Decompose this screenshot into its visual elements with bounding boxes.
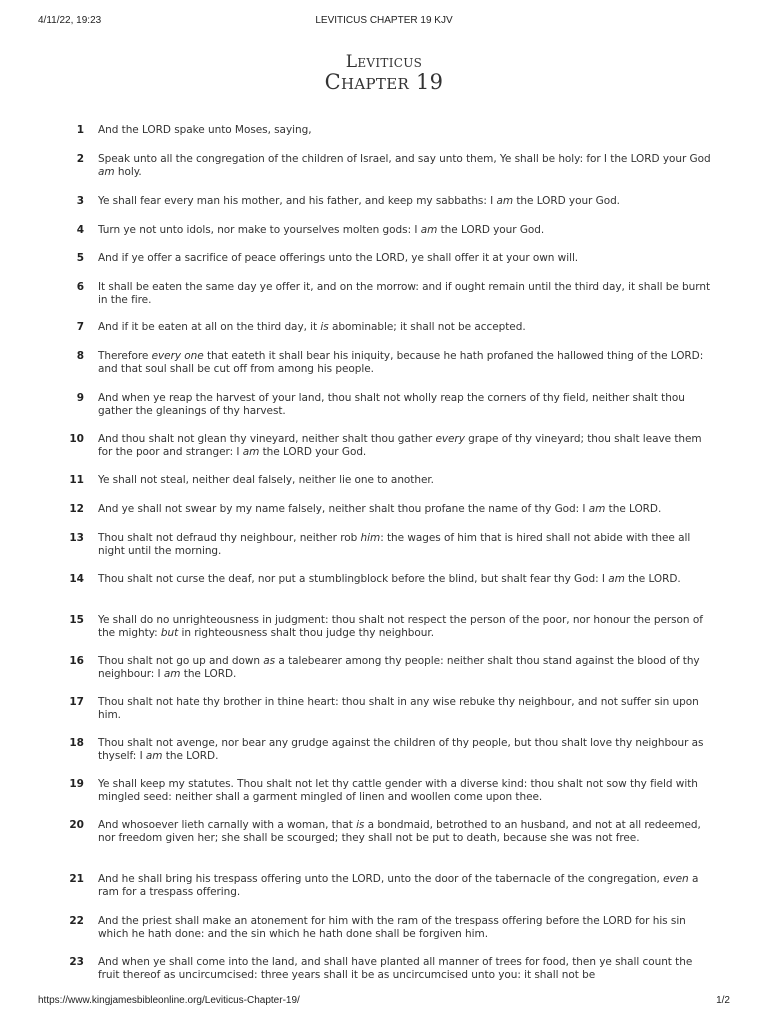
verse-number: 22 <box>69 915 84 927</box>
verse-number: 10 <box>69 433 84 445</box>
print-title: LEVITICUS CHAPTER 19 KJV <box>315 15 453 26</box>
verse-text-segment: Thou shalt not defraud thy neighbour, neither rob <box>98 532 361 544</box>
verse-text-segment: And when ye shall come into the land, and shall have planted all manner of trees for food, then ye shall count the fruit thereof as uncircumcised: three years shall it be as uncircumcised unto you: it shall not be <box>98 956 693 981</box>
verse-number: 17 <box>69 696 84 708</box>
verse-text-segment: Thou shalt not avenge, nor bear any grudge against the children of thy people, but thou shalt love thy neighbour as thyself: I <box>98 737 704 762</box>
verse-text-segment: the LORD. <box>624 573 681 585</box>
verse-text-italic: as <box>263 655 276 667</box>
page-number: 1/2 <box>716 995 730 1006</box>
verse-text <box>98 153 714 178</box>
verse-text-italic: even <box>663 873 689 885</box>
verse-number: 21 <box>69 873 84 885</box>
verse-text-italic: every one <box>151 350 204 362</box>
verse-text <box>98 696 714 721</box>
verse-text-segment: in righteousness shalt thou judge thy neighbour. <box>178 626 434 639</box>
verse-number: 4 <box>76 224 84 236</box>
verse-text-italic: am <box>242 445 260 458</box>
verse-text-segment: the LORD your God. <box>259 445 367 458</box>
verse-text <box>98 819 714 844</box>
verse-text-segment: Ye shall keep my statutes. Thou shalt not let thy cattle gender with a diverse kind: thou shalt not sow thy field with mingled seed: neither shall a garment mingled of linen and woollen come upon thee. <box>98 778 698 803</box>
verse-text-segment: Thou shalt not go up and down <box>98 655 264 667</box>
verse-text <box>98 503 714 516</box>
verse-number: 1 <box>76 124 84 136</box>
verse-text-segment: Turn ye not unto idols, nor make to yourselves molten gods: I <box>98 224 421 236</box>
verse-number: 12 <box>69 503 84 515</box>
verse-text-segment: And he shall bring his trespass offering unto the LORD, unto the door of the tabernacle of the congregation, <box>98 873 664 885</box>
verse-number: 20 <box>69 819 84 831</box>
verse-text-segment: holy. <box>114 165 142 178</box>
verse-text-italic: every <box>435 433 465 445</box>
verse-number: 13 <box>69 532 84 544</box>
verse-text-italic: am <box>588 503 606 515</box>
verse-number: 18 <box>69 737 84 749</box>
chapter-title: Chapter 19 <box>324 70 444 94</box>
verse-text <box>98 195 714 208</box>
verse-text-segment: that eateth it shall bear his iniquity, because he hath profaned the hallowed thing of the LORD: and that soul shall be cut off from among his people. <box>98 350 704 375</box>
verse-text <box>98 956 714 981</box>
verse-text <box>98 915 714 940</box>
verse-number: 5 <box>76 252 84 264</box>
verse-text-segment: Ye shall do no unrighteousness in judgment: thou shalt not respect the person of the poor, nor honour the person of the mighty: <box>98 614 703 639</box>
verse-text-italic: is <box>320 321 329 333</box>
verse-text <box>98 614 714 639</box>
verse-text-segment: And thou shalt not glean thy vineyard, neither shalt thou gather <box>98 433 436 445</box>
verse-number: 2 <box>76 153 84 165</box>
verse-text <box>98 350 714 375</box>
verse-text <box>98 321 714 334</box>
verse-text-segment: And the LORD spake unto Moses, saying, <box>98 124 312 136</box>
verse-text-italic: am <box>145 749 163 762</box>
verse-number: 19 <box>69 778 84 790</box>
verse-text <box>98 124 714 137</box>
verse-text-segment: abominable; it shall not be accepted. <box>328 321 526 333</box>
verse-text <box>98 532 714 557</box>
verse-number: 15 <box>69 614 84 626</box>
verse-text-segment: Therefore <box>98 350 152 362</box>
verse-text <box>98 252 714 265</box>
verse-text <box>98 778 714 803</box>
verse-text-segment: the LORD. <box>605 503 662 515</box>
verse-text-italic: am <box>496 195 514 207</box>
print-footer <box>38 995 730 1009</box>
verse-text-segment: And ye shall not swear by my name falsely, neither shalt thou profane the name of thy God: I <box>98 503 589 515</box>
verse-number: 11 <box>69 474 84 486</box>
verse-number: 9 <box>76 392 84 404</box>
verse-text-italic: am <box>163 667 181 680</box>
verse-text <box>98 737 714 762</box>
verse-text-segment: It shall be eaten the same day ye offer it, and on the morrow: and if ought remain until the third day, it shall be burnt in the fire. <box>98 281 711 306</box>
verse-text-italic: am <box>98 165 115 178</box>
verse-text-segment: And the priest shall make an atonement for him with the ram of the trespass offering before the LORD for his sin which he hath done: and the sin which he hath done shall be forgiven him. <box>98 915 686 940</box>
verse-text-segment: Ye shall fear every man his mother, and his father, and keep my sabbaths: I <box>98 195 497 207</box>
verse-text <box>98 573 714 586</box>
verse-text-segment: And if ye offer a sacrifice of peace offerings unto the LORD, ye shall offer it at your own will. <box>98 252 579 264</box>
verse-text-segment: the LORD. <box>162 749 219 762</box>
verse-text-italic: am <box>608 573 625 585</box>
verse-text-segment: the LORD your God. <box>437 224 545 236</box>
verse-text-segment: Thou shalt not hate thy brother in thine heart: thou shalt in any wise rebuke thy neighbour, and not suffer sin upon him. <box>98 696 699 721</box>
page-url[interactable]: https://www.kingjamesbibleonline.org/Leviticus-Chapter-19/ <box>38 995 300 1006</box>
verse-text-segment: a talebearer among thy people: neither shalt thou stand against the blood of thy neighbour: I <box>98 655 700 680</box>
verse-text-segment: Thou shalt not curse the deaf, nor put a stumblingblock before the blind, but shalt fear thy God: I <box>98 573 609 585</box>
verse-text-segment: And when ye reap the harvest of your land, thou shalt not wholly reap the corners of thy field, neither shalt thou gather the gleanings of thy harvest. <box>98 392 685 417</box>
verse-number: 8 <box>76 350 84 362</box>
verse-text <box>98 224 714 237</box>
verse-number: 7 <box>76 321 84 333</box>
verse-text-segment: And if it be eaten at all on the third day, it <box>98 321 321 333</box>
verse-text-italic: him <box>360 532 381 544</box>
verse-text-italic: but <box>160 626 179 639</box>
print-datetime: 4/11/22, 19:23 <box>38 15 102 26</box>
verse-number: 16 <box>69 655 84 667</box>
verse-text-segment: : the wages of him that is hired shall not abide with thee all night until the morning. <box>98 532 691 557</box>
verse-text-segment: Ye shall not steal, neither deal falsely, neither lie one to another. <box>98 474 434 486</box>
verse-text-segment: grape of thy vineyard; thou shalt leave them for the poor and stranger: I <box>98 433 702 458</box>
verse-text <box>98 392 714 417</box>
verse-text-segment: And whosoever lieth carnally with a woman, that <box>98 819 357 831</box>
verse-number: 6 <box>76 281 84 293</box>
verse-text-italic: is <box>356 819 365 831</box>
verse-text <box>98 873 714 898</box>
print-header <box>38 15 730 29</box>
verse-text <box>98 433 714 458</box>
verse-text <box>98 474 714 487</box>
verse-text-segment: Speak unto all the congregation of the children of Israel, and say unto them, Ye shall be holy: for I the LORD your God <box>98 153 711 165</box>
chapter-heading <box>0 53 768 93</box>
verse-text-segment: the LORD. <box>180 667 237 680</box>
book-name: Leviticus <box>345 52 423 72</box>
verse-number: 14 <box>69 573 84 585</box>
verse-text-segment: the LORD your God. <box>513 195 620 207</box>
verse-number: 23 <box>69 956 84 968</box>
verse-text-italic: am <box>420 224 438 236</box>
verse-text-segment: a ram for a trespass offering. <box>98 873 699 898</box>
verse-text <box>98 655 714 680</box>
verse-number: 3 <box>76 195 84 207</box>
verse-text-segment: a bondmaid, betrothed to an husband, and not at all redeemed, nor freedom given her; she shall be scourged; they shall not be put to death, because she was not free. <box>98 819 701 844</box>
verse-text <box>98 281 714 306</box>
